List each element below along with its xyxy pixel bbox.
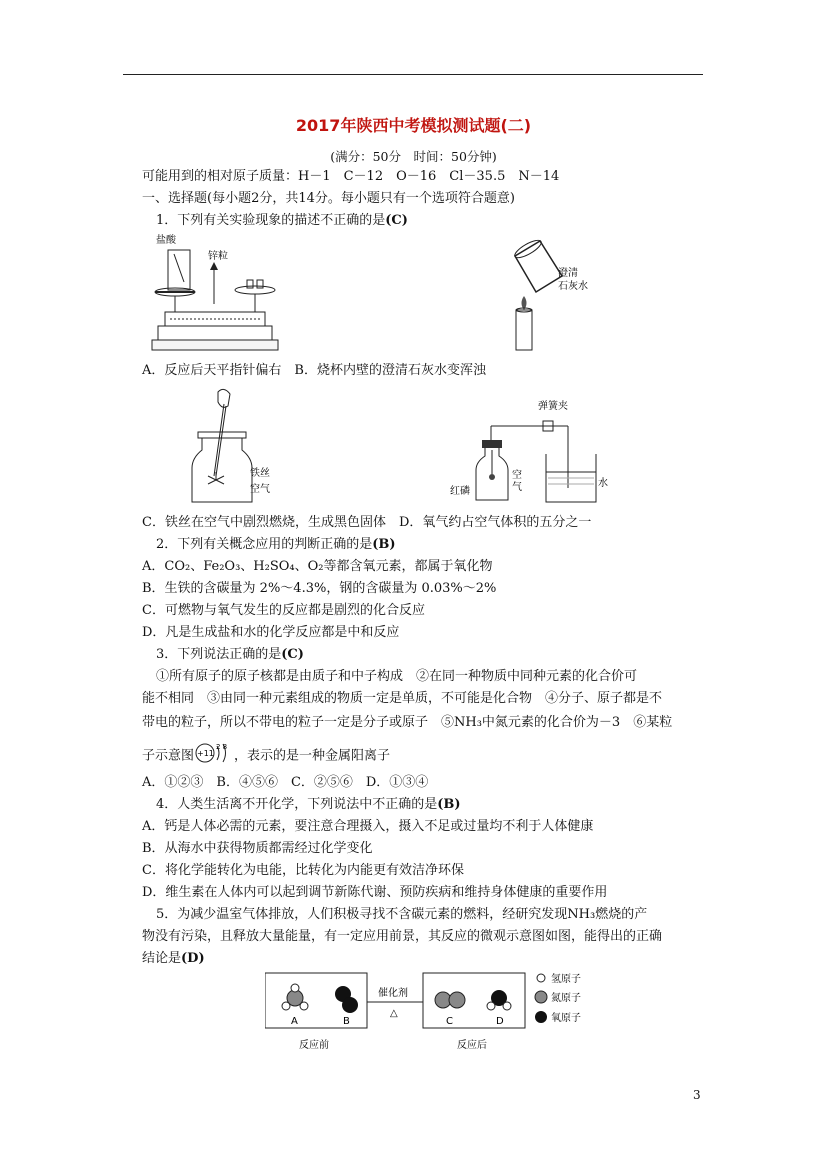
legend-oxygen: 氧原子	[551, 1013, 581, 1024]
question-2	[156, 536, 396, 554]
question-4-option-c: C．将化学能转化为电能，比转化为内能更有效洁净环保	[142, 863, 464, 878]
question-1	[156, 212, 408, 230]
question-4	[156, 796, 461, 814]
question-2-option-d: D．凡是生成盐和水的化学反应都是中和反应	[142, 625, 400, 640]
question-2-answer: (B)	[372, 537, 396, 552]
candle-figure	[500, 236, 610, 356]
molecule-label-a: A	[291, 1016, 298, 1027]
header-rule	[123, 74, 703, 75]
question-3	[156, 646, 304, 664]
question-3-line-2: 能不相同 ③由同一种元素组成的物质一定是单质，不可能是化合物 ④分子、原子都是不	[142, 691, 663, 706]
fig-label-iron-wire: 铁丝	[250, 468, 270, 479]
question-4-option-a: A．钙是人体必需的元素，要注意合理摄入，摄入不足或过量均不利于人体健康	[142, 819, 594, 834]
balance-figure	[150, 232, 280, 360]
reaction-diagram	[265, 970, 605, 1054]
question-1-options-ab: A．反应后天平指针偏右 B．烧杯内壁的澄清石灰水变浑浊	[142, 363, 486, 378]
ion-nucleus-label: +11	[197, 749, 214, 758]
fig-label-zinc: 锌粒	[208, 251, 228, 262]
question-2-option-b: B．生铁的含碳量为 2%～4.3%，钢的含碳量为 0.03%～2%	[142, 581, 497, 596]
fig-label-limewater-2: 石灰水	[558, 281, 588, 292]
question-3-line-4-post: ，表示的是一种金属阳离子	[234, 748, 391, 764]
before-label: 反应前	[299, 1040, 329, 1051]
fig-label-air: 空气	[250, 484, 270, 495]
question-5-line-1: 5．为减少温室气体排放，人们积极寻找不含碳元素的燃料，经研究发现NH₃燃烧的产	[156, 907, 648, 922]
molecule-label-c: C	[446, 1016, 453, 1027]
question-5-line-3	[142, 950, 205, 968]
question-1-options-cd: C．铁丝在空气中剧烈燃烧，生成黑色固体 D．氧气约占空气体积的五分之一	[142, 515, 592, 530]
molecule-label-b: B	[343, 1016, 350, 1027]
page-title: 2017年陕西中考模拟测试题(二)	[295, 116, 532, 135]
fig-label-limewater-1: 澄清	[558, 268, 578, 279]
legend-nitrogen: 氮原子	[551, 993, 581, 1004]
question-4-answer: (B)	[437, 797, 461, 812]
fig-label-clamp: 弹簧夹	[538, 401, 568, 412]
fig-label-water: 水	[598, 478, 608, 489]
after-label: 反应后	[457, 1040, 487, 1051]
question-3-line-4	[142, 740, 390, 772]
question-5-line-2: 物没有污染，且释放大量能量，有一定应用前景，其反应的微观示意图如图，能得出的正确	[142, 929, 663, 944]
section-heading: 一、选择题(每小题2分，共14分。每小题只有一个选项符合题意)	[142, 191, 515, 206]
phosphorus-figure	[448, 398, 618, 506]
ion-structure-diagram	[194, 740, 234, 772]
question-3-line-3: 带电的粒子，所以不带电的粒子一定是分子或原子 ⑤NH₃中氮元素的化合价为－3 ⑥某粒	[142, 715, 673, 730]
fig-label-hcl: 盐酸	[156, 235, 176, 246]
question-2-option-c: C．可燃物与氧气发生的反应都是剧烈的化合反应	[142, 603, 425, 618]
ion-shell-label: 2 8	[216, 743, 228, 751]
question-5-answer: (D)	[181, 951, 205, 966]
catalyst-label: 催化剂	[378, 988, 408, 999]
fig-label-air-2: 气	[512, 482, 522, 493]
page-number: 3	[693, 1088, 701, 1102]
question-5-stem-end: 结论是	[142, 951, 182, 966]
legend-hydrogen: 氢原子	[551, 974, 581, 985]
question-3-line-4-pre: 子示意图	[142, 748, 195, 764]
fig-label-air-1: 空	[512, 470, 522, 481]
question-2-option-a: A．CO₂、Fe₂O₃、H₂SO₄、O₂等都含氧元素，都属于氧化物	[142, 559, 493, 574]
question-2-stem: 2．下列有关概念应用的判断正确的是	[156, 537, 373, 552]
question-3-stem: 3．下列说法正确的是	[156, 647, 282, 662]
heat-label: △	[390, 1008, 398, 1019]
question-3-line-1: ①所有原子的原子核都是由质子和中子构成 ②在同一种物质中同种元素的化合价可	[156, 669, 638, 684]
iron-wire-figure	[188, 384, 288, 509]
molecule-label-d: D	[496, 1016, 504, 1027]
atomic-masses: 可能用到的相对原子质量：H－1 C－12 O－16 Cl－35.5 N－14	[142, 169, 560, 184]
exam-meta: (满分：50分 时间：50分钟)	[330, 149, 497, 164]
fig-label-red-phosphorus: 红磷	[450, 486, 470, 497]
question-1-answer: (C)	[385, 213, 408, 228]
question-4-option-b: B．从海水中获得物质都需经过化学变化	[142, 841, 373, 856]
question-4-option-d: D．维生素在人体内可以起到调节新陈代谢、预防疾病和维持身体健康的重要作用	[142, 885, 608, 900]
question-3-options: A．①②③ B．④⑤⑥ C．②⑤⑥ D．①③④	[142, 775, 429, 790]
question-1-stem: 1．下列有关实验现象的描述不正确的是	[156, 213, 386, 228]
question-4-stem: 4．人类生活离不开化学，下列说法中不正确的是	[156, 797, 438, 812]
question-3-answer: (C)	[281, 647, 304, 662]
